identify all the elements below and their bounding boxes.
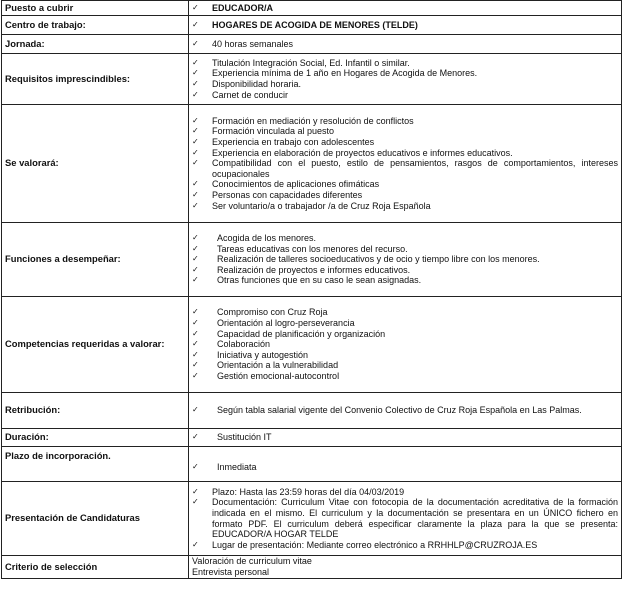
list-item: ✓ Tareas educativas con los menores del recurso. <box>192 243 408 254</box>
list-item: ✓ Carnet de conducir <box>192 89 289 100</box>
value-retribucion <box>189 393 622 429</box>
check-icon: ✓ <box>192 486 199 496</box>
check-icon: ✓ <box>192 539 199 549</box>
check-icon: ✓ <box>192 243 199 253</box>
check-icon: ✓ <box>192 370 199 380</box>
label-retribucion: Retribución: <box>2 393 189 429</box>
list-item: ✓ Colaboración <box>192 339 271 350</box>
criterio-line: Entrevista personal <box>192 567 270 577</box>
check-icon: ✓ <box>192 349 199 359</box>
row-funciones <box>2 223 622 297</box>
row-duracion <box>2 429 622 447</box>
list-item: ✓ Iniciativa y autogestión <box>192 349 309 360</box>
row-presentacion <box>2 482 622 556</box>
list-item: ✓ Plazo: Hasta las 23:59 horas del día 04/03/2019 <box>192 486 405 497</box>
value-duracion <box>189 429 622 447</box>
list-item: ✓ Realización de proyectos e informes educativos. <box>192 264 411 275</box>
check-icon: ✓ <box>192 38 199 48</box>
row-plazo <box>2 447 622 482</box>
check-icon: ✓ <box>192 318 199 328</box>
check-icon: ✓ <box>192 339 199 349</box>
row-centro <box>2 16 622 35</box>
list-item: ✓ Formación en mediación y resolución de conflictos <box>192 115 414 126</box>
label-duracion: Duración: <box>2 429 189 447</box>
check-icon: ✓ <box>192 179 199 189</box>
check-icon: ✓ <box>192 68 199 78</box>
check-icon: ✓ <box>192 147 199 157</box>
job-offer-table <box>1 0 622 579</box>
value-text: EDUCADOR/A <box>212 2 274 13</box>
label-puesto: Puesto a cubrir <box>2 1 189 16</box>
list-item: ✓ Capacidad de planificación y organización <box>192 328 386 339</box>
check-icon: ✓ <box>192 461 199 471</box>
value-plazo <box>189 447 622 482</box>
label-presentacion: Presentación de Candidaturas <box>2 482 189 556</box>
label-criterio: Criterio de selección <box>2 556 189 579</box>
row-criterio <box>2 556 622 579</box>
label-centro: Centro de trabajo: <box>2 16 189 35</box>
value-jornada <box>189 35 622 54</box>
check-icon: ✓ <box>192 307 199 317</box>
list-item: ✓ Orientación al logro-perseverancia <box>192 318 355 329</box>
list-item: ✓ Compromiso con Cruz Roja <box>192 307 328 318</box>
value-text: HOGARES DE ACOGIDA DE MENORES (TELDE) <box>212 19 418 30</box>
check-icon: ✓ <box>192 328 199 338</box>
check-icon: ✓ <box>192 254 199 264</box>
criterio-line: Valoración de curriculum vitae <box>192 556 312 567</box>
value-text: Inmediata <box>217 461 257 472</box>
value-centro <box>189 16 622 35</box>
list-item: ✓ Titulación Integración Social, Ed. Infantil o similar. <box>192 57 410 68</box>
row-puesto <box>2 1 622 16</box>
label-funciones: Funciones a desempeñar: <box>2 223 189 297</box>
row-competencias <box>2 297 622 393</box>
check-icon: ✓ <box>192 360 199 370</box>
list-item: ✓ Disponibilidad horaria. <box>192 79 302 89</box>
value-text: 40 horas semanales <box>212 38 294 49</box>
value-text: Sustitución IT <box>217 432 272 443</box>
list-item: ✓ Compatibilidad con el puesto, estilo de pensamientos, rasgos de comportamientos, intereses ocupacionales <box>192 158 618 179</box>
check-icon: ✓ <box>192 57 199 67</box>
label-plazo: Plazo de incorporación. <box>2 447 189 482</box>
label-jornada: Jornada: <box>2 35 189 54</box>
value-competencias <box>189 297 622 393</box>
label-competencias: Competencias requeridas a valorar: <box>2 297 189 393</box>
row-retribucion <box>2 393 622 429</box>
list-item: ✓ Orientación a la vulnerabilidad <box>192 360 339 371</box>
list-item: ✓ Formación vinculada al puesto <box>192 126 335 137</box>
row-jornada <box>2 35 622 54</box>
check-icon: ✓ <box>192 79 199 88</box>
list-item: ✓ Ser voluntario/a o trabajador /a de Cruz Roja Española <box>192 200 431 211</box>
check-icon: ✓ <box>192 497 199 507</box>
check-icon: ✓ <box>192 126 199 136</box>
value-text: Según tabla salarial vigente del Convenio Colectivo de Cruz Roja Española en Las Palmas. <box>217 405 582 416</box>
check-icon: ✓ <box>192 200 199 210</box>
check-icon: ✓ <box>192 405 199 415</box>
list-item: ✓ Experiencia en elaboración de proyectos educativos e informes educativos. <box>192 147 513 158</box>
list-item: ✓ Conocimientos de aplicaciones ofimáticas <box>192 179 380 190</box>
value-requisitos <box>189 54 622 105</box>
check-icon: ✓ <box>192 264 199 274</box>
list-item: ✓ Realización de talleres socioeducativos y de ocio y tiempo libre con los menores. <box>192 254 540 265</box>
value-puesto <box>189 1 622 16</box>
value-valorara <box>189 105 622 223</box>
check-icon: ✓ <box>192 115 199 125</box>
label-valorara: Se valorará: <box>2 105 189 223</box>
check-icon: ✓ <box>192 89 199 99</box>
row-requisitos <box>2 54 622 105</box>
check-icon: ✓ <box>192 19 199 29</box>
row-valorara <box>2 105 622 223</box>
check-icon: ✓ <box>192 137 199 147</box>
check-icon: ✓ <box>192 275 199 285</box>
list-item: ✓ Lugar de presentación: Mediante correo electrónico a RRHHLP@CRUZROJA.ES <box>192 539 538 550</box>
list-item: ✓ Gestión emocional-autocontrol <box>192 370 340 381</box>
check-icon: ✓ <box>192 158 199 168</box>
value-presentacion <box>189 482 622 556</box>
list-item: ✓ Documentación: Curriculum Vitae con fotocopia de la documentación acreditativa de la formación indicada en el mismo. El curriculum y la documentación se presentara en un ÚNICO fichero en formato PDF. El curriculum deberá especificar claramente la plaza para la que se presenta: EDUCADOR/A HOGAR TELDE <box>192 497 618 540</box>
check-icon: ✓ <box>192 432 199 442</box>
check-icon: ✓ <box>192 2 199 12</box>
list-item: ✓ Experiencia mínima de 1 año en Hogares de Acogida de Menores. <box>192 68 478 79</box>
list-item: ✓ Experiencia en trabajo con adolescentes <box>192 137 375 148</box>
check-icon: ✓ <box>192 189 199 199</box>
list-item: ✓ Personas con capacidades diferentes <box>192 189 363 200</box>
list-item: ✓ Acogida de los menores. <box>192 233 317 244</box>
value-criterio <box>189 556 622 579</box>
value-funciones <box>189 223 622 297</box>
list-item: ✓ Otras funciones que en su caso le sean asignadas. <box>192 275 422 286</box>
check-icon: ✓ <box>192 233 199 243</box>
label-requisitos: Requisitos imprescindibles: <box>2 54 189 105</box>
